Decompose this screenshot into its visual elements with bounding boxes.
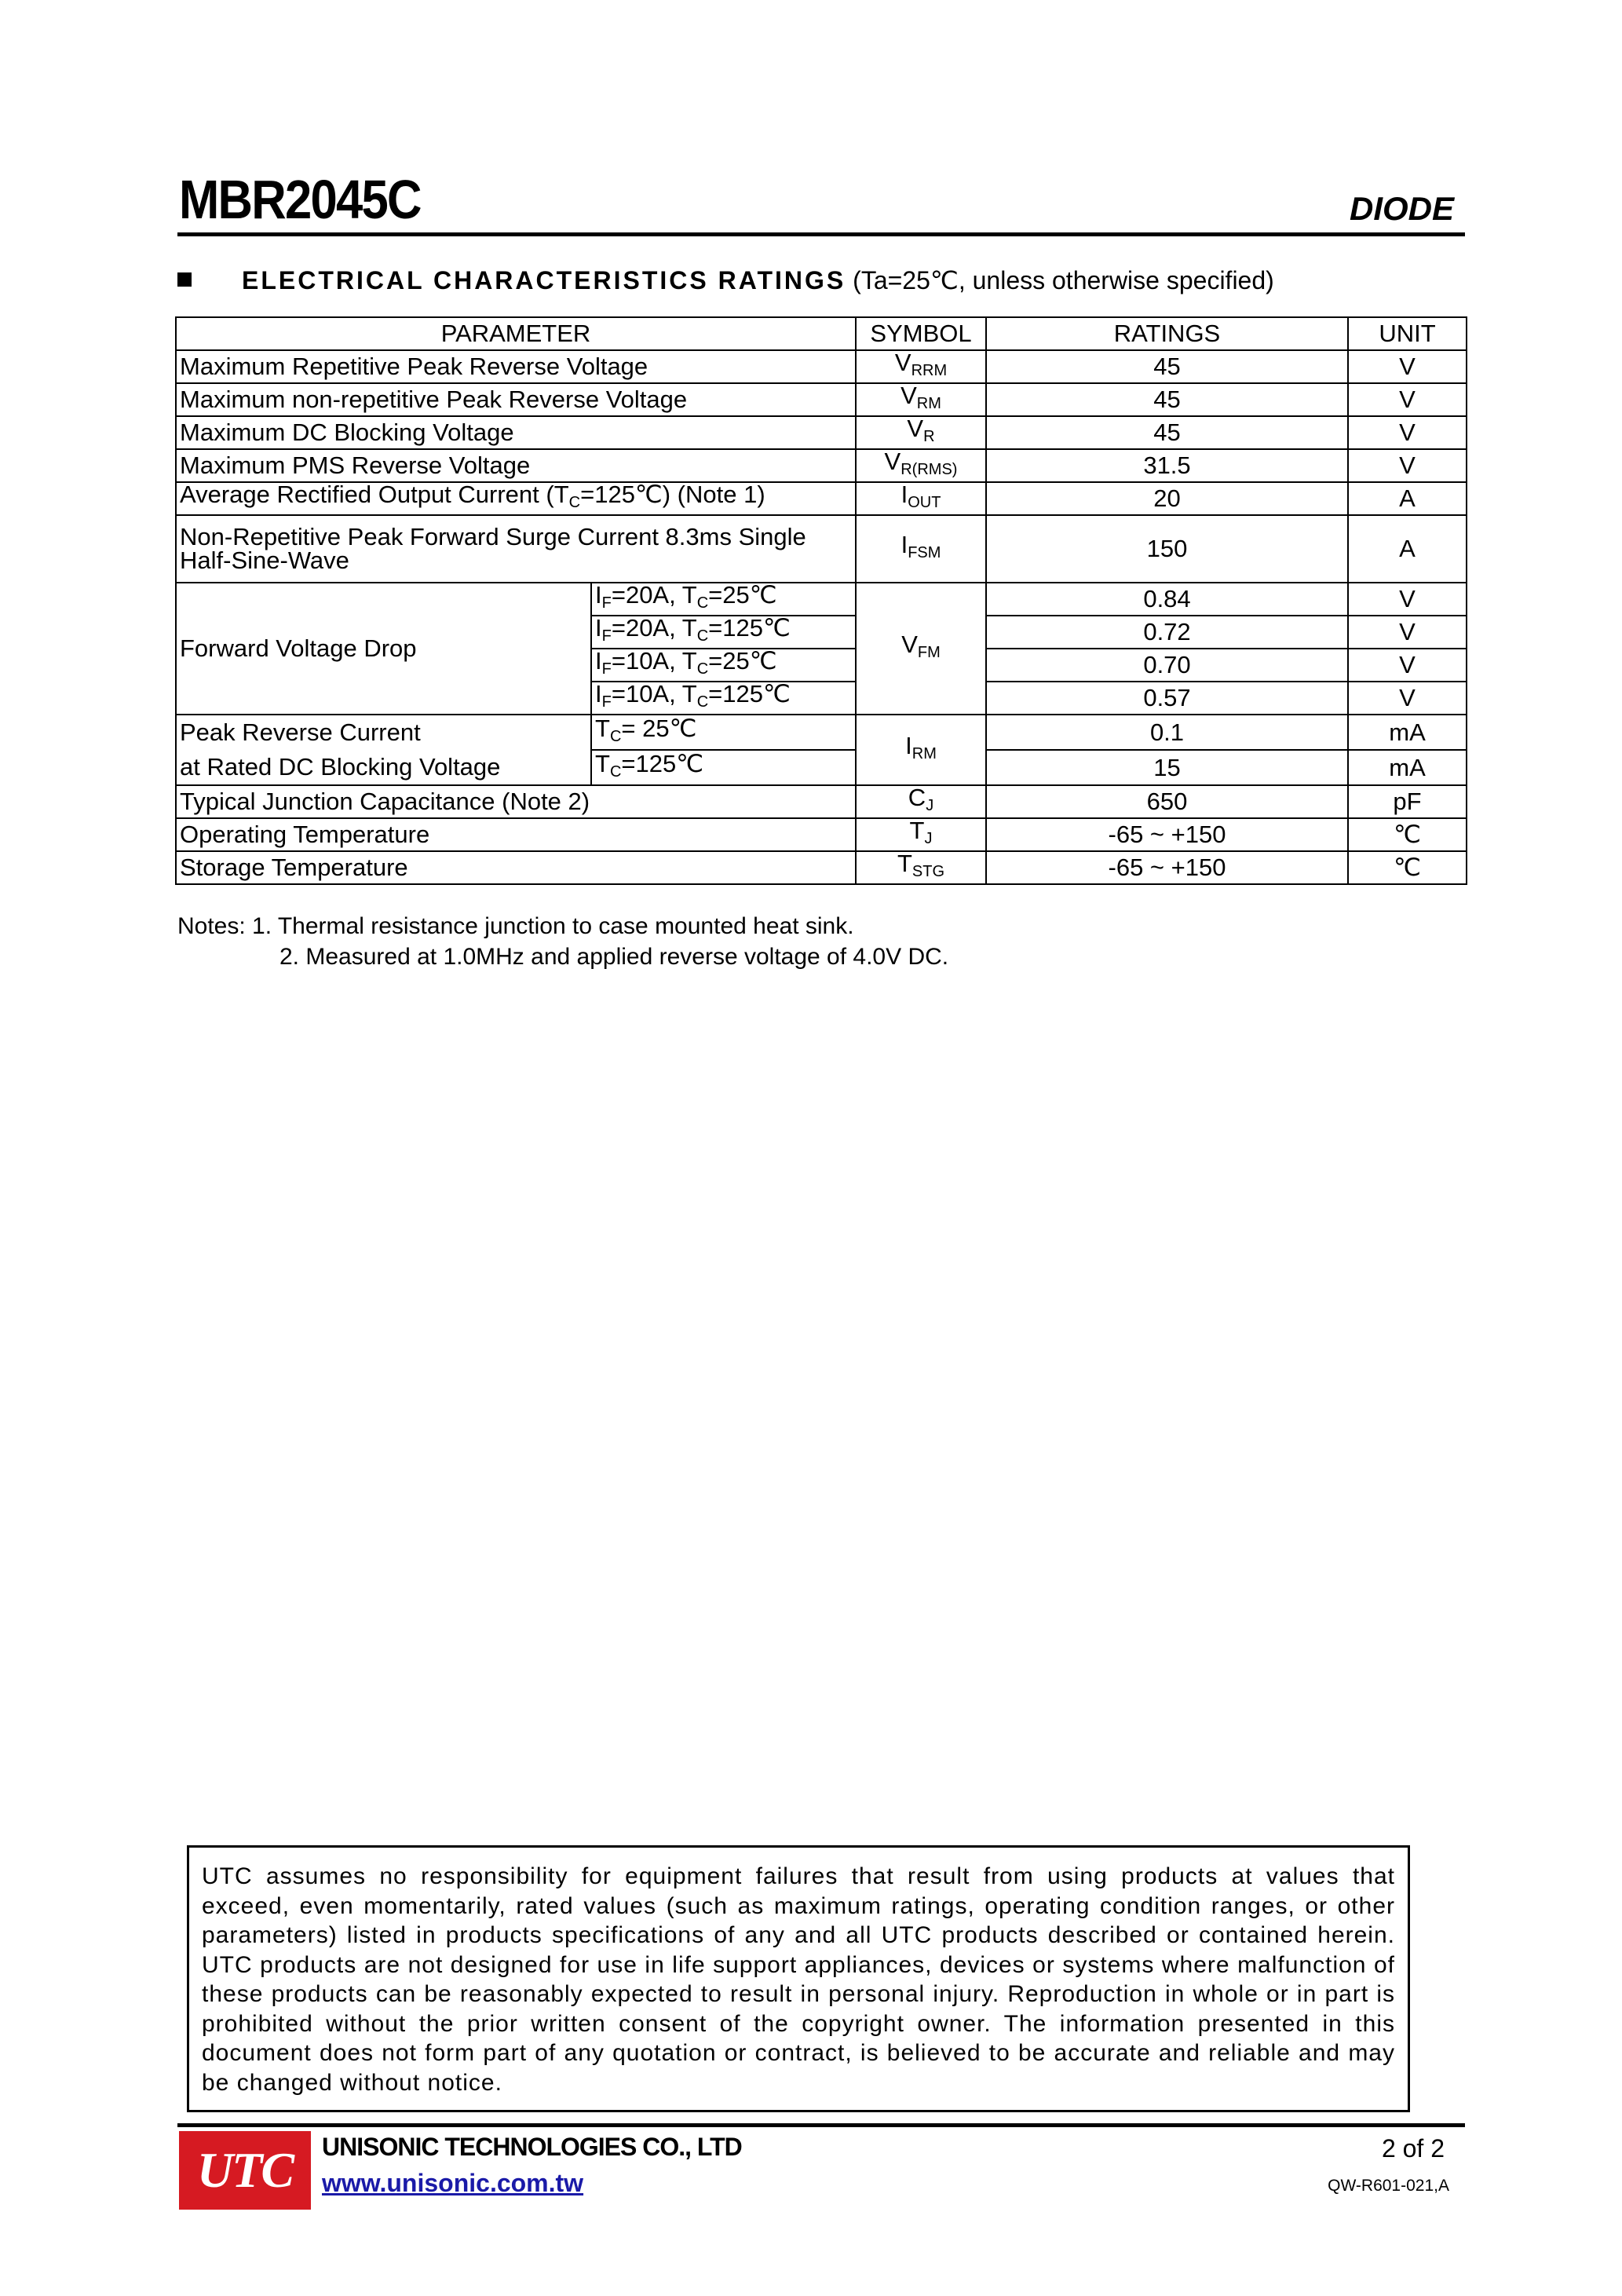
unit-cell: ℃ [1348,851,1467,884]
param-cell: Non-Repetitive Peak Forward Surge Current 8.3ms Single Half-Sine-Wave [176,515,856,583]
cond-subscript: C [609,727,622,745]
cond-subscript: F [601,627,612,645]
document-code: QW-R601-021,A [1328,2177,1449,2195]
section-heading [177,265,1274,295]
param-text: =125℃) (Note 1) [580,481,765,508]
rating-cell: 0.1 [986,715,1348,750]
cond-text: =25℃ [708,581,777,609]
notes [177,911,948,972]
rating-cell: -65 ~ +150 [986,818,1348,851]
unit-cell: A [1348,482,1467,515]
symbol-main: I [901,481,908,508]
logo-text: UTC [197,2142,293,2198]
header-unit: UNIT [1348,317,1467,350]
cond-text: =20A, T [611,581,697,609]
condition-cell [591,750,856,785]
rating-cell: 0.72 [986,616,1348,649]
cond-text: I [595,647,602,675]
electrical-characteristics-table [175,316,1467,885]
cond-text: = 25℃ [621,714,697,742]
param-subscript: C [568,494,581,511]
symbol-subscript: J [924,830,933,847]
symbol-subscript: R [923,428,935,445]
rating-cell: 31.5 [986,449,1348,482]
symbol-main: T [909,817,925,844]
cond-text: =20A, T [611,614,697,642]
table-row [176,449,1467,482]
utc-logo [179,2131,311,2210]
param-line: at Rated DC Blocking Voltage [180,753,501,781]
cond-text: =10A, T [611,680,697,707]
section-condition: (Ta=25℃, unless otherwise specified) [853,266,1274,294]
cond-text: =25℃ [708,647,777,675]
table-row [176,818,1467,851]
symbol-cell [856,515,986,583]
part-number-title: MBR2045C [179,169,421,230]
cond-text: I [595,581,602,609]
condition-cell [591,649,856,682]
rating-cell: 45 [986,416,1348,449]
header-symbol: SYMBOL [856,317,986,350]
footer-divider [177,2123,1465,2127]
note-line: Notes: 1. Thermal resistance junction to case mounted heat sink. [177,913,854,939]
table-row [176,416,1467,449]
unit-cell: pF [1348,785,1467,818]
param-cell: Maximum Repetitive Peak Reverse Voltage [176,350,856,383]
symbol-cell [856,715,986,785]
unit-cell: mA [1348,715,1467,750]
symbol-main: V [907,415,924,442]
symbol-cell [856,383,986,416]
rating-cell: 20 [986,482,1348,515]
cond-subscript: C [696,627,709,645]
unit-cell: V [1348,383,1467,416]
cond-text: =125℃ [621,749,704,777]
param-cell: Maximum PMS Reverse Voltage [176,449,856,482]
rating-cell: 45 [986,350,1348,383]
symbol-main: T [897,850,912,877]
cond-text: T [595,749,610,777]
symbol-cell [856,818,986,851]
cond-text: I [595,614,602,642]
symbol-subscript: J [926,797,934,814]
param-cell: Storage Temperature [176,851,856,884]
symbol-subscript: RM [916,395,941,412]
symbol-cell [856,851,986,884]
cond-text: =125℃ [708,680,791,707]
table-header-row [176,317,1467,350]
rating-cell: 150 [986,515,1348,583]
cond-subscript: F [601,594,612,612]
table-row [176,515,1467,583]
condition-cell [591,583,856,616]
condition-cell [591,715,856,750]
note-line: 2. Measured at 1.0MHz and applied reverse voltage of 4.0V DC. [279,944,949,970]
cond-subscript: C [696,660,709,678]
symbol-subscript: R(RMS) [901,461,958,478]
condition-cell [591,682,856,715]
symbol-subscript: FM [917,644,941,661]
rating-cell: 15 [986,750,1348,785]
symbol-main: I [901,531,908,558]
header-ratings: RATINGS [986,317,1348,350]
table-row [176,583,1467,616]
unit-cell: V [1348,449,1467,482]
symbol-subscript: STG [911,863,945,880]
header-divider [177,232,1465,236]
param-line: Peak Reverse Current [180,718,421,746]
param-text: Average Rectified Output Current (T [180,481,569,508]
rating-cell: 650 [986,785,1348,818]
cond-text: I [595,680,602,707]
company-name: UNISONIC TECHNOLOGIES CO., LTD [322,2133,742,2161]
symbol-cell [856,350,986,383]
unit-cell: V [1348,416,1467,449]
table-row [176,785,1467,818]
rating-cell: 45 [986,383,1348,416]
page-number: 2 of 2 [1381,2134,1445,2163]
cond-subscript: F [601,693,612,711]
section-title: ELECTRICAL CHARACTERISTICS RATINGS [242,266,846,294]
unit-cell: V [1348,616,1467,649]
unit-cell: A [1348,515,1467,583]
unit-cell: V [1348,649,1467,682]
symbol-cell [856,416,986,449]
symbol-main: V [884,448,901,475]
condition-cell [591,616,856,649]
unit-cell: V [1348,682,1467,715]
category-label: DIODE [1349,190,1454,227]
cond-text: =10A, T [611,647,697,675]
cond-subscript: C [696,693,709,711]
header-parameter: PARAMETER [176,317,856,350]
symbol-main: V [901,631,918,658]
symbol-main: I [905,732,912,759]
rating-cell: 0.84 [986,583,1348,616]
param-cell: Operating Temperature [176,818,856,851]
symbol-cell [856,583,986,715]
symbol-main: V [901,382,917,409]
rating-cell: -65 ~ +150 [986,851,1348,884]
website-link[interactable]: www.unisonic.com.tw [322,2169,584,2197]
param-cell: Maximum DC Blocking Voltage [176,416,856,449]
cond-subscript: C [609,762,622,781]
unit-cell: ℃ [1348,818,1467,851]
cond-text: =125℃ [708,614,791,642]
symbol-subscript: FSM [908,544,941,561]
square-bullet-icon [177,272,192,287]
forward-voltage-label: Forward Voltage Drop [176,583,591,715]
table-row [176,851,1467,884]
symbol-main: C [908,784,926,811]
symbol-subscript: RM [911,745,937,762]
rating-cell: 0.57 [986,682,1348,715]
disclaimer-box: UTC assumes no responsibility for equipment failures that result from using products at values that exceed, even momentarily, rated values (such as maximum ratings, operating condition ranges, or other parameters) listed in products specifications of any and all UTC products described or contained herein. UTC products are not designed for use in life support appliances, devices or systems where malfunction of these products can be reasonably expected to result in personal injury. Reproduction in whole or in part is prohibited without the prior written consent of the copyright owner. The information presented in this document does not form part of any quotation or contract, is believed to be accurate and reliable and may be changed without notice. [187,1845,1410,2112]
symbol-cell [856,449,986,482]
cond-text: T [595,714,610,742]
table-row [176,715,1467,750]
symbol-cell [856,785,986,818]
param-cell: Typical Junction Capacitance (Note 2) [176,785,856,818]
cond-subscript: F [601,660,612,678]
unit-cell: V [1348,350,1467,383]
param-cell: Maximum non-repetitive Peak Reverse Voltage [176,383,856,416]
table-row [176,350,1467,383]
reverse-current-label [176,715,591,785]
cond-subscript: C [696,594,709,612]
symbol-cell [856,482,986,515]
symbol-subscript: RRM [911,362,948,379]
symbol-subscript: OUT [908,494,941,511]
unit-cell: V [1348,583,1467,616]
rating-cell: 0.70 [986,649,1348,682]
symbol-main: V [894,349,911,376]
table-row [176,482,1467,515]
table-row [176,383,1467,416]
param-cell [176,482,856,515]
unit-cell: mA [1348,750,1467,785]
